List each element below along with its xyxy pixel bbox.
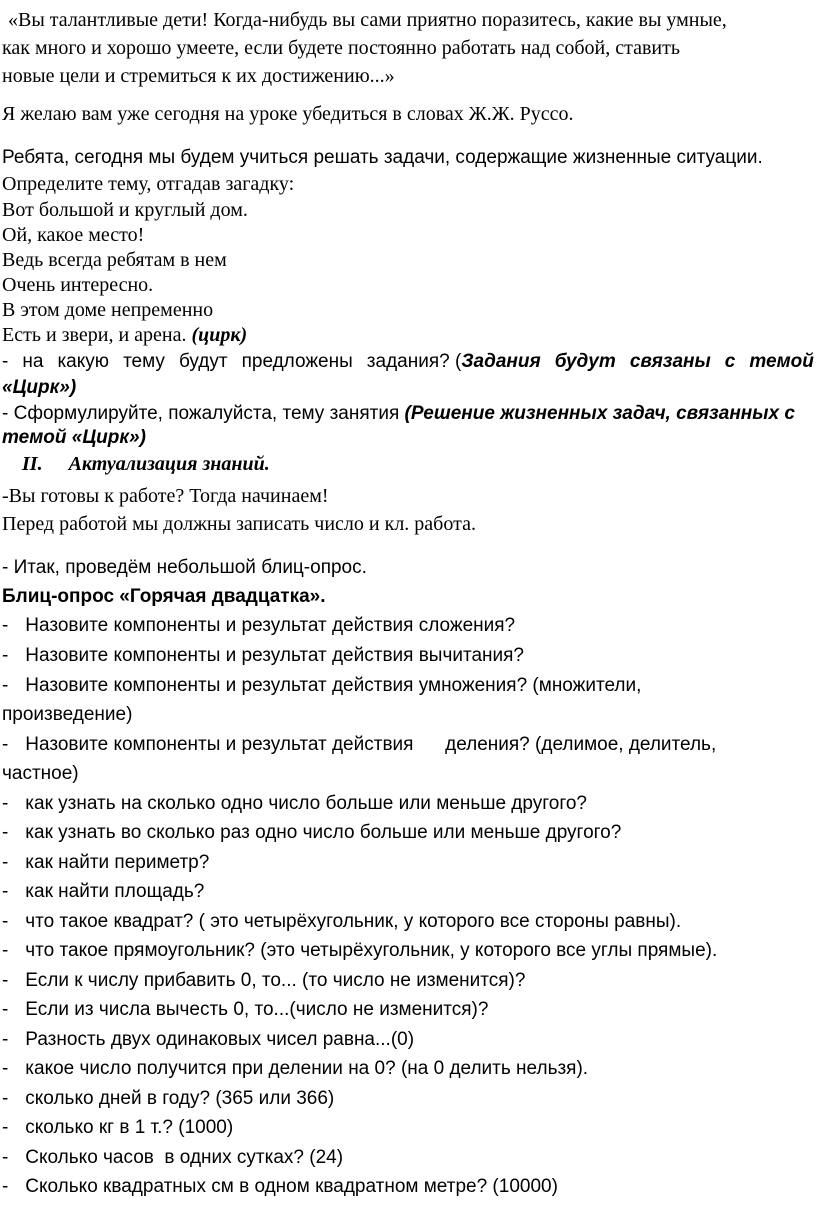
- quote-line-3: новые цели и стремиться к их достижению...»: [2, 65, 395, 87]
- blitz-item: - Сколько квадратных см в одном квадратном метре? (10000): [2, 1176, 558, 1197]
- blitz-item: - сколько кг в 1 т.? (1000): [2, 1117, 234, 1138]
- q2-text: - Сформулируйте, пожалуйста, тему занятия: [2, 403, 405, 424]
- q1-word: будут: [178, 351, 228, 372]
- blitz-item: - Назовите компоненты и результат действия умножения? (множители,: [2, 675, 642, 696]
- blitz-item: - как узнать во сколько раз одно число больше или меньше другого?: [2, 822, 622, 843]
- q1-word: -: [2, 351, 9, 372]
- q1-word: какую: [57, 351, 110, 372]
- blitz-item-cont: частное): [2, 763, 79, 784]
- blitz-item: - как найти периметр?: [2, 852, 210, 873]
- blitz-item: - Сколько часов в одних сутках? (24): [2, 1147, 344, 1168]
- intro-line-1: Ребята, сегодня мы будем учиться решать задачи, содержащие жизненные ситуации.: [2, 147, 763, 168]
- blitz-item: - что такое прямоугольник? (это четырёхугольник, у которого все углы прямые).: [2, 940, 718, 961]
- blitz-item: - Если из числа вычесть 0, то...(число не изменится)?: [2, 999, 489, 1020]
- write-line: Перед работой мы должны записать число и кл. работа.: [2, 513, 476, 535]
- blitz-item: - Назовите компоненты и результат действия деления? (делимое, делитель,: [2, 734, 717, 755]
- blitz-intro: - Итак, проведём небольшой блиц-опрос.: [2, 557, 367, 578]
- q1-word: предложены: [241, 351, 353, 372]
- question-2-answer-cont: темой «Цирк»): [2, 427, 146, 448]
- wish-paragraph: Я желаю вам уже сегодня на уроке убедиться в словах Ж.Ж. Руссо.: [2, 103, 574, 125]
- q1-answer-word: с: [724, 351, 736, 372]
- quote-line-2: как много и хорошо умеете, если будете постоянно работать над собой, ставить: [2, 37, 680, 59]
- question-1-answer-cont: «Цирк»): [2, 377, 77, 398]
- blitz-title: Блиц-опрос «Горячая двадцатка».: [2, 586, 326, 607]
- q1-answer-word: будут: [554, 351, 616, 372]
- q1-answer-word: темой: [749, 351, 814, 372]
- blitz-item: - сколько дней в году? (365 или 366): [2, 1088, 335, 1109]
- section-number: II.: [22, 453, 43, 475]
- question-2-line: [2, 402, 795, 426]
- riddle-line-3: Ведь всегда ребятам в нем: [2, 249, 227, 271]
- riddle-line-5: В этом доме непременно: [2, 299, 214, 321]
- q1-word: на: [22, 351, 44, 372]
- blitz-item: - Назовите компоненты и результат действия вычитания?: [2, 645, 524, 666]
- blitz-item: - что такое квадрат? ( это четырёхугольник, у которого все стороны равны).: [2, 911, 682, 932]
- blitz-item: - Назовите компоненты и результат действия сложения?: [2, 615, 516, 636]
- q1-answer-word: связаны: [629, 351, 711, 372]
- riddle-line-6: [2, 323, 247, 347]
- q1-word: тему: [123, 351, 165, 372]
- riddle-line-4: Очень интересно.: [2, 274, 154, 296]
- section-title: Актуализация знаний.: [68, 453, 270, 475]
- ready-line: -Вы готовы к работе? Тогда начинаем!: [2, 485, 329, 507]
- blitz-item-cont: произведение): [2, 704, 133, 725]
- question-1-line: [2, 350, 814, 374]
- q1-word: задания? (Задания: [366, 351, 541, 372]
- quote-line-1: «Вы талантливые дети! Когда-нибудь вы сами приятно поразитесь, какие вы умные,: [8, 9, 727, 31]
- blitz-item: - Если к числу прибавить 0, то... (то число не изменится)?: [2, 970, 526, 991]
- riddle-line-1: Вот большой и круглый дом.: [2, 199, 248, 221]
- riddle-answer: (цирк): [191, 324, 248, 346]
- blitz-item: - Разность двух одинаковых чисел равна...(0): [2, 1029, 415, 1050]
- blitz-item: - какое число получится при делении на 0? (на 0 делить нельзя).: [2, 1058, 589, 1079]
- riddle-line-2: Ой, какое место!: [2, 224, 145, 246]
- blitz-item: - как найти площадь?: [2, 881, 205, 902]
- intro-line-2: Определите тему, отгадав загадку:: [2, 173, 295, 195]
- riddle-text: Есть и звери, и арена.: [2, 324, 192, 346]
- q2-answer: (Решение жизненных задач, связанных с: [404, 403, 795, 424]
- blitz-item: - как узнать на сколько одно число больше или меньше другого?: [2, 793, 587, 814]
- section-heading: [22, 452, 270, 476]
